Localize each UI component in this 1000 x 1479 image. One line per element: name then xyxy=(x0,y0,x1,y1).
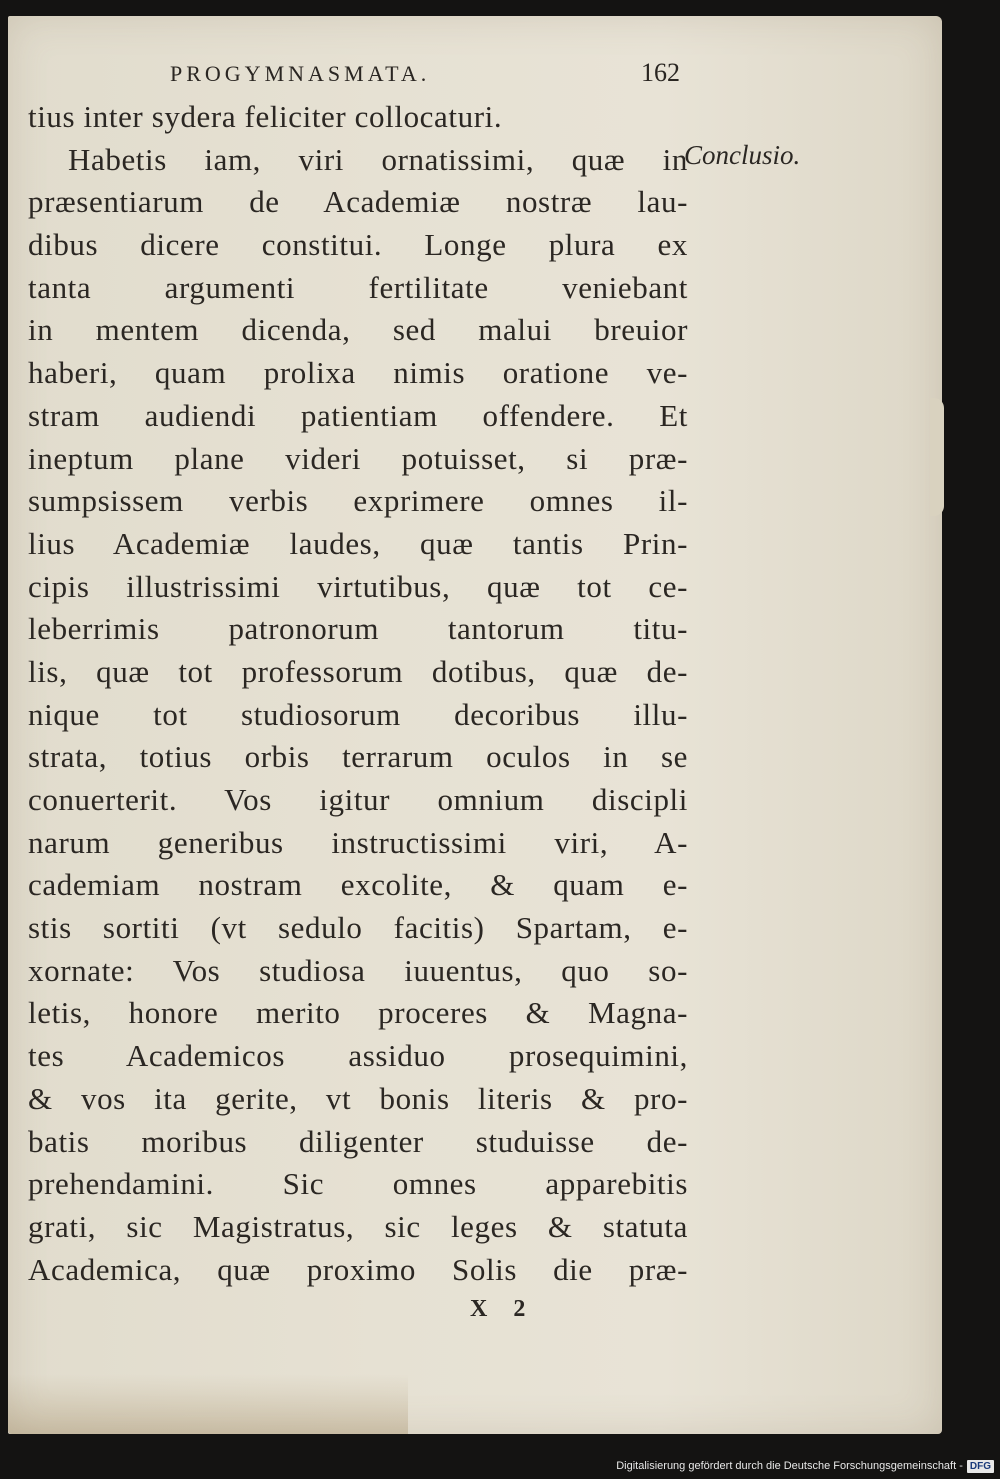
text-line: præsentiarum de Academiæ nostræ lau- xyxy=(28,184,688,220)
text-line: cademiam nostram excolite, & quam e- xyxy=(28,867,688,903)
text-line: xornate: Vos studiosa iuuentus, quo so- xyxy=(28,952,688,988)
text-line: tanta argumenti fertilitate veniebant xyxy=(28,269,688,305)
text-line: stis sortiti (vt sedulo facitis) Spartam, e- xyxy=(28,910,688,946)
water-stain xyxy=(8,1374,408,1434)
text-line: lis, quæ tot professorum dotibus, quæ de- xyxy=(28,653,688,689)
text-line: tes Academicos assiduo prosequimini, xyxy=(28,1038,688,1074)
text-line: lius Academiæ laudes, quæ tantis Prin- xyxy=(28,525,688,561)
text-line: tius inter sydera feliciter collocaturi. xyxy=(28,99,503,134)
text-line: cipis illustrissimi virtutibus, quæ tot ce- xyxy=(28,568,688,604)
text-line: haberi, quam prolixa nimis oratione ve- xyxy=(28,355,688,391)
running-head xyxy=(170,58,680,92)
text-line: leberrimis patronorum tantorum titu- xyxy=(28,611,688,647)
text-line: narum generibus instructissimi viri, A- xyxy=(28,824,688,860)
page-number: 162 xyxy=(641,58,680,87)
text-line: prehendamini. Sic omnes apparebitis xyxy=(28,1166,688,1202)
margin-note: Conclusio. xyxy=(684,140,801,170)
text-line: sumpsissem verbis exprimere omnes il- xyxy=(28,483,688,519)
text-line: in mentem dicenda, sed malui breuior xyxy=(28,312,688,348)
signature-mark: X 2 xyxy=(470,1296,536,1322)
running-title: PROGYMNASMATA. xyxy=(170,61,431,86)
text-line: ineptum plane videri potuisset, si præ- xyxy=(28,440,688,476)
text-line: Academica, quæ proximo Solis die præ- xyxy=(28,1251,688,1287)
text-line: nique tot studiosorum decoribus illu- xyxy=(28,696,688,732)
text-line: conuerterit. Vos igitur omnium discipli xyxy=(28,782,688,817)
page-edge-tab xyxy=(930,398,944,516)
digitization-credit xyxy=(616,1457,994,1475)
text-line: stram audiendi patientiam offendere. Et xyxy=(28,397,688,433)
text-line: Habetis iam, viri ornatissimi, quæ in xyxy=(68,141,688,177)
text-line: strata, totius orbis terrarum oculos in se xyxy=(28,739,688,775)
dfg-logo: DFG xyxy=(967,1460,994,1473)
text-line: letis, honore merito proceres & Magna- xyxy=(28,995,688,1031)
text-line: & vos ita gerite, vt bonis literis & pro- xyxy=(28,1080,688,1116)
body-text xyxy=(28,96,688,1291)
text-line: grati, sic Magistratus, sic leges & statuta xyxy=(28,1208,688,1244)
text-line: batis moribus diligenter studuisse de- xyxy=(28,1123,688,1159)
text-line: dibus dicere constitui. Longe plura ex xyxy=(28,227,688,263)
credit-text: Digitalisierung gefördert durch die Deutsche Forschungsgemeinschaft - xyxy=(616,1460,963,1472)
